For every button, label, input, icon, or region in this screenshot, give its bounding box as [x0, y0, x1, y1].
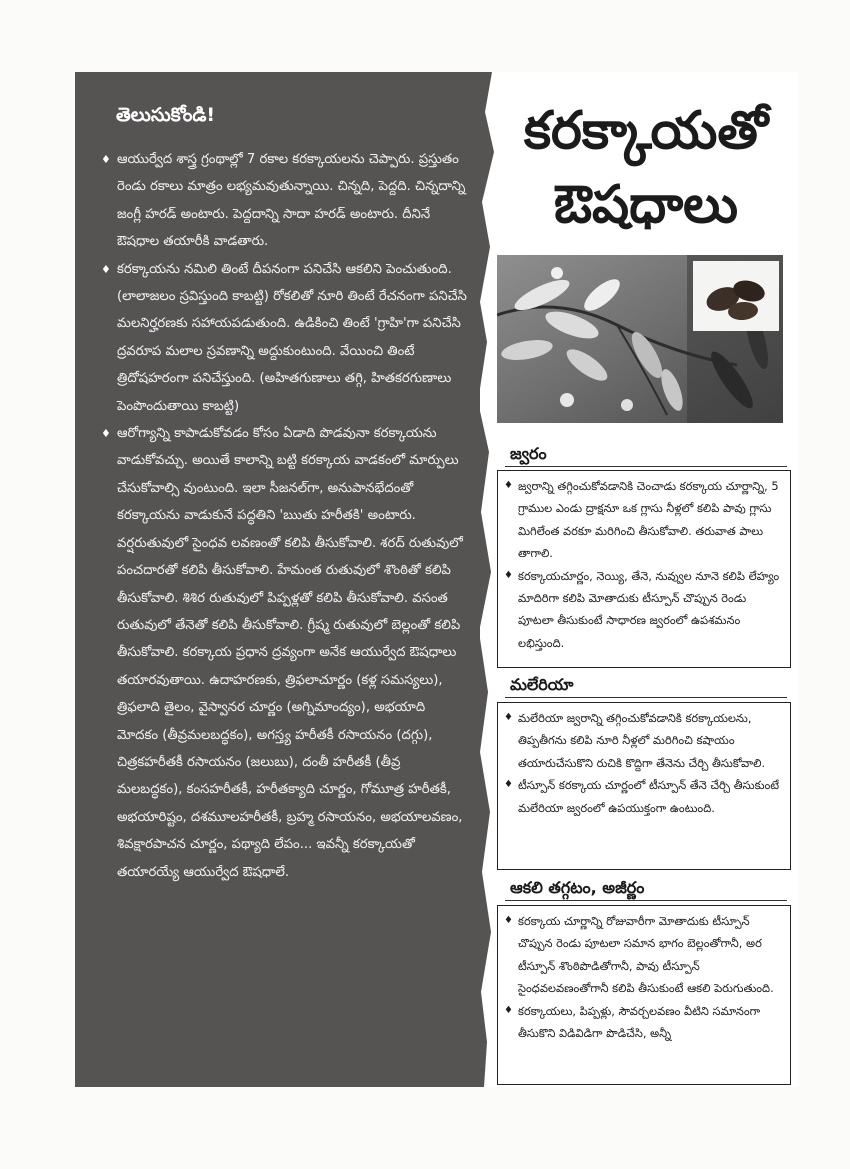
left-heading: తెలుసుకోండి! [116, 104, 216, 126]
section-divider [505, 697, 787, 698]
list-item: ♦ టీస్పూన్ కరక్కాయ చూర్ణంలో టీస్పూన్ తేనె చేర్చి తీసుకుంటే మలేరియా జ్వరంలో ఉపయుక్తంగా ఉంటుంది. [504, 774, 784, 819]
section-body-malaria [497, 702, 791, 870]
list-item: ♦ కరక్కాయలు, పిప్పళ్లు, సౌవర్చలవణం వీటిని సమానంగా తీసుకొని విడివిడిగా పొడిచేసి, అన్నీ [504, 1000, 784, 1045]
left-paragraph: ♦ ఆయుర్వేద శాస్త్ర గ్రంథాల్లో 7 రకాల కరక్కాయలను చెప్పారు. ప్రస్తుతం రెండు రకాలు మాత్రం లభ్యమవుతున్నాయి. చిన్నది, పెద్దది. చిన్నదాన్ని జంగ్లీ హరడ్ అంటారు. పెద్దదాన్ని సాదా హరడ్ అంటారు. దీనినే ఔషధాల తయారీకి వాడతారు. [103, 146, 467, 256]
list-item: ♦ కరక్కాయ చూర్ణాన్ని రోజువారీగా మోతాదుకు టీస్పూన్ చొప్పున రెండు పూటలా సమాన భాగం బెల్లంతోగానీ, అర టీస్పూన్ శొంఠిపొడితోగానీ, పావు టీస్పూన్ సైంధవలవణంతోగానీ కలిపి తీసుకుంటే ఆకలి పెరుగుతుంది. [504, 910, 784, 1000]
section-heading-fever: జ్వరం [510, 444, 547, 463]
diamond-bullet-icon: ♦ [101, 262, 111, 276]
section-divider [505, 466, 787, 467]
diamond-bullet-icon: ♦ [504, 712, 513, 723]
section-heading-malaria: మలేరియా [510, 675, 574, 694]
diamond-bullet-icon: ♦ [504, 779, 513, 791]
section-body-indigestion [497, 905, 791, 1085]
diamond-bullet-icon: ♦ [504, 569, 513, 581]
diamond-bullet-icon: ♦ [504, 1004, 513, 1016]
left-body [103, 146, 467, 886]
section-divider [505, 900, 787, 901]
section-body-fever [497, 470, 791, 668]
left-paragraph: ♦ ఆరోగ్యాన్ని కాపాడుకోవడం కోసం ఏడాది పొడవునా కరక్కాయను వాడుకోవచ్చు. అయితే కాలాన్ని బట్టి కరక్కాయ వాడకంలో మార్పులు చేసుకోవాల్సి వుంటుంది. ఇలా సీజనల్‌గా, అనుపానభేదంతో కరక్కాయను వాడుకునే పద్ధతిని 'ఋతు హరీతకి' అంటారు. వర్షరుతువులో సైంధవ లవణంతో కలిపి తీసుకోవాలి. శరద్ రుతువులో పంచదారతో కలిపి తీసుకోవాలి. హేమంత రుతువులో శొంఠితో కలిపి తీసుకోవాలి. శిశిర రుతువులో పిప్పళ్లతో కలిపి తీసుకోవాలి. వసంత రుతువులో తేనెతో కలిపి తీసుకోవాలి. గ్రీష్మ రుతువులో బెల్లంతో కలిపి తీసుకోవాలి. కరక్కాయ ప్రధాన ద్రవ్యంగా అనేక ఆయుర్వేద ఔషధాలు తయారవుతాయి. ఉదాహరణకు, త్రిఫలాచూర్ణం (కళ్ల సమస్యలు), త్రిఫలాది తైలం, వైస్వానర చూర్ణం (అగ్నిమాంద్యం), అభయాది మోదకం (తీవ్రమలబద్ధకం), అగస్త్య హరీతకీ రసాయనం (దగ్గు), చిత్రకహరీతకీ రసాయనం (జలుబు), దంతీ హరీతకీ (తీవ్ర మలబద్ధకం), కంసహరీతకీ, హరీతక్యాది చూర్ణం, గోమూత్ర హరీతకీ, అభయారిష్టం, దశమూలహరీతకీ, బ్రహ్మ రసాయనం, అభయాలవణం, శివక్షారపాచన చూర్ణం, పథ్యాది లేపం... ఇవన్నీ కరక్కాయతో తయారయ్యే ఆయుర్వేద ఔషధాలే. [103, 420, 467, 886]
article-title: కరక్కాయతో ఔషధాలు [523, 101, 769, 235]
list-item: ♦ మలేరియా జ్వరాన్ని తగ్గించుకోవడానికి కరక్కాయలను, తిప్పతీగను కలిపి నూరి నీళ్లలో మరిగించి కషాయం తయారుచేసుకొని రుచికి కొద్దిగా తేనెను చేర్చి తీసుకోవాలి. [504, 707, 784, 774]
myrobalan-plant-photo [497, 255, 783, 423]
left-paragraph: ♦ కరక్కాయను నమిలి తింటే దీపనంగా పనిచేసి ఆకలిని పెంచుతుంది.(లాలాజలం స్రవిస్తుంది కాబట్టి) రోకలితో నూరి తింటే రేచనంగా పనిచేసి మలనిర్హరణకు సహాయపడుతుంది. ఉడికించి తింటే 'గ్రాహి'గా పనిచేసి ద్రవరూప మలాల స్రవణాన్ని అద్దుకుంటుంది. వేయించి తింటే త్రిదోషహరంగా పనిచేస్తుంది. (అహితగుణాలు తగ్గి, హితకరగుణాలు పెంపొందుతాయి కాబట్టి) [103, 256, 467, 420]
diamond-bullet-icon: ♦ [101, 427, 111, 441]
list-item: ♦ జ్వరాన్ని తగ్గించుకోవడానికి చెంచాడు కరక్కాయ చూర్ణాన్ని, 5 గ్రాముల ఎండు ద్రాక్షనూ ఒక గ్లాసు నీళ్లలో కలిపి పావు గ్లాసు మిగిలేంత వరకూ మరిగించి తీసుకోవాలి. తరువాత పాలు తాగాలి. [504, 475, 784, 565]
diamond-bullet-icon: ♦ [101, 153, 111, 166]
diamond-bullet-icon: ♦ [504, 480, 513, 491]
section-heading-indigestion: ఆకలి తగ్గటం, అజీర్ణం [510, 878, 645, 897]
diamond-bullet-icon: ♦ [504, 915, 513, 926]
list-item: ♦ కరక్కాయచూర్ణం, నెయ్యి, తేనె, నువ్వుల నూనె కలిపి లేహ్యం మాదిరిగా కలిపి మోతాదుకు టీస్పూన్ చొప్పున రెండు పూటలా తీసుకుంటే సాధారణ జ్వరంలో ఉపశమనం లభిస్తుంది. [504, 565, 784, 655]
